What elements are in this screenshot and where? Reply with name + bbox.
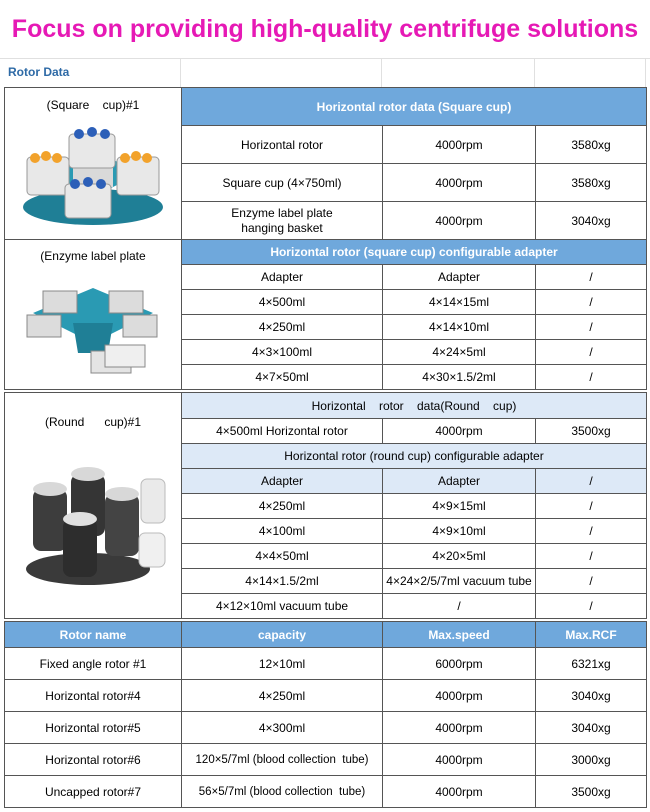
block2-table <box>4 239 647 390</box>
table-cell: 4000rpm <box>383 164 536 202</box>
table-header-row <box>5 622 647 648</box>
table-cell: 3500xg <box>536 776 647 808</box>
table-cell: 4000rpm <box>383 776 536 808</box>
table-cell: / <box>536 594 647 619</box>
table-cell: Adapter <box>182 265 383 290</box>
table-cell: 4×7×50ml <box>182 365 383 390</box>
table-cell: Fixed angle rotor #1 <box>5 648 182 680</box>
table-cell: 12×10ml <box>182 648 383 680</box>
table-cell: Adapter <box>383 265 536 290</box>
table-row <box>5 648 647 680</box>
block2-image-label: (Enzyme label plate <box>40 249 146 263</box>
table-cell: 4000rpm <box>383 744 536 776</box>
block3-table <box>4 392 647 619</box>
table-cell: 4×250ml <box>182 315 383 340</box>
table-cell: / <box>536 340 647 365</box>
table-cell: Adapter <box>182 469 383 494</box>
table-cell: / <box>536 544 647 569</box>
table-cell: 4×14×1.5/2ml <box>182 569 383 594</box>
table-cell: 4×4×50ml <box>182 544 383 569</box>
block2-header: Horizontal rotor (square cup) configurable adapter <box>182 240 647 265</box>
block1-table <box>4 87 647 240</box>
table-cell: 4000rpm <box>383 419 536 444</box>
table-cell: 120×5/7ml (blood collection tube) <box>182 744 383 776</box>
table-cell: / <box>536 569 647 594</box>
page-title-bar <box>0 0 650 59</box>
table-cell: Enzyme label plate hanging basket <box>182 202 383 240</box>
table-cell: 6321xg <box>536 648 647 680</box>
table-cell: 4×14×15ml <box>383 290 536 315</box>
page-title: Focus on providing high-quality centrifuge solutions <box>11 14 639 43</box>
table-cell: 4×30×1.5/2ml <box>383 365 536 390</box>
table-cell: 4×20×5ml <box>383 544 536 569</box>
table-cell: Horizontal rotor#6 <box>5 744 182 776</box>
table-cell: 3040xg <box>536 202 647 240</box>
block1-image-cell <box>5 88 182 240</box>
table-cell: 56×5/7ml (blood collection tube) <box>182 776 383 808</box>
table-cell: 4000rpm <box>383 202 536 240</box>
block3-image-cell <box>5 393 182 619</box>
table-cell: 4×24×5ml <box>383 340 536 365</box>
column-header: Rotor name <box>5 622 182 648</box>
table-cell: 4×3×100ml <box>182 340 383 365</box>
table-cell: / <box>536 519 647 544</box>
column-header: capacity <box>182 622 383 648</box>
table-cell: 4×500ml Horizontal rotor <box>182 419 383 444</box>
table-cell: Square cup (4×750ml) <box>182 164 383 202</box>
rotor-summary-table <box>4 621 647 808</box>
block3-sub-header: Horizontal rotor (round cup) configurable adapter <box>182 444 647 469</box>
block3-header: Horizontal rotor data(Round cup) <box>182 393 647 419</box>
table-cell: 4×500ml <box>182 290 383 315</box>
table-cell: Horizontal rotor#5 <box>5 712 182 744</box>
table-cell: 4×14×10ml <box>383 315 536 340</box>
table-cell: 3040xg <box>536 712 647 744</box>
table-cell: 6000rpm <box>383 648 536 680</box>
block1-header: Horizontal rotor data (Square cup) <box>182 88 647 126</box>
table-cell: 3580xg <box>536 164 647 202</box>
table-cell: Uncapped rotor#7 <box>5 776 182 808</box>
table-row <box>5 776 647 808</box>
table-cell: Horizontal rotor <box>182 126 383 164</box>
column-header: Max.RCF <box>536 622 647 648</box>
table-cell: 4×100ml <box>182 519 383 544</box>
enzyme-plate-rotor-image <box>13 263 173 383</box>
block2-image-cell <box>5 240 182 390</box>
table-cell: 4000rpm <box>383 712 536 744</box>
column-header: Max.speed <box>383 622 536 648</box>
table-cell: 3580xg <box>536 126 647 164</box>
block3-image-label: (Round cup)#1 <box>44 415 142 429</box>
round-cup-rotor-image <box>13 449 173 599</box>
table-cell: 3500xg <box>536 419 647 444</box>
table-cell: 4×12×10ml vacuum tube <box>182 594 383 619</box>
table-row <box>5 744 647 776</box>
block1-image-label: (Square cup)#1 <box>46 98 140 112</box>
table-cell: 4×300ml <box>182 712 383 744</box>
table-cell: 4×9×10ml <box>383 519 536 544</box>
table-row <box>5 712 647 744</box>
table-cell: / <box>536 315 647 340</box>
table-cell: 4000rpm <box>383 680 536 712</box>
table-cell: 4×250ml <box>182 680 383 712</box>
table-cell: / <box>536 265 647 290</box>
table-cell: 4×9×15ml <box>383 494 536 519</box>
table-cell: 4×24×2/5/7ml vacuum tube <box>383 569 536 594</box>
table-cell: / <box>383 594 536 619</box>
table-row <box>5 680 647 712</box>
section-title: Rotor Data <box>8 65 70 79</box>
table-cell: 3000xg <box>536 744 647 776</box>
section-title-row <box>0 58 650 87</box>
table-cell: 4000rpm <box>383 126 536 164</box>
table-cell: / <box>536 469 647 494</box>
square-cup-rotor-image <box>13 112 173 232</box>
table-cell: / <box>536 290 647 315</box>
table-cell: / <box>536 494 647 519</box>
table-cell: / <box>536 365 647 390</box>
table-cell: Adapter <box>383 469 536 494</box>
table-cell: 3040xg <box>536 680 647 712</box>
table-cell: Horizontal rotor#4 <box>5 680 182 712</box>
table-cell: 4×250ml <box>182 494 383 519</box>
